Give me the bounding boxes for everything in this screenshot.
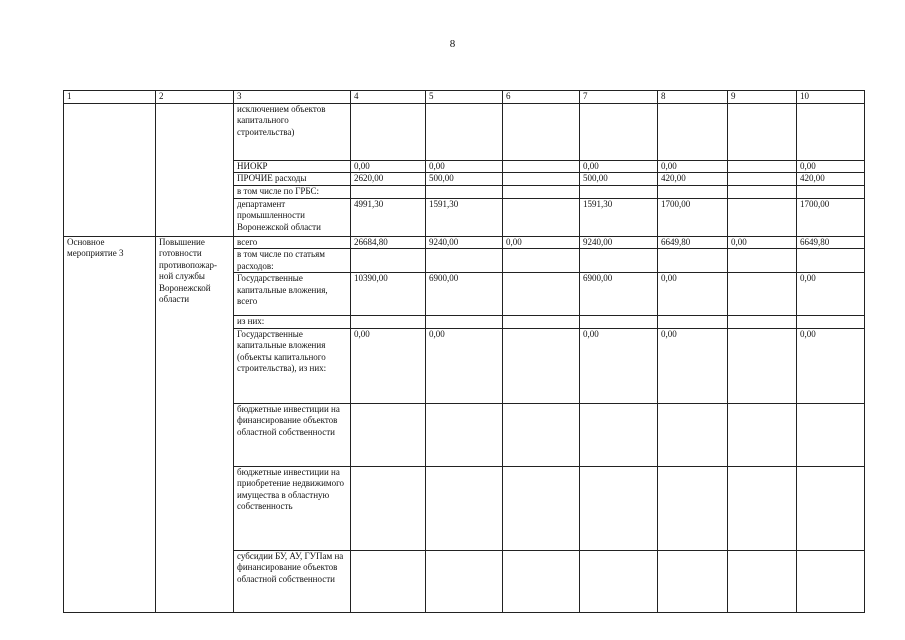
row-label-cell: Государственные капитальные вложения, всего (234, 273, 351, 316)
header-cell: 1 (64, 91, 156, 104)
value-cell: 6900,00 (426, 273, 503, 316)
value-cell (797, 249, 865, 273)
value-cell (580, 186, 658, 199)
value-cell (351, 249, 426, 273)
row-label-cell: из них: (234, 316, 351, 329)
value-cell: 1700,00 (797, 198, 865, 236)
value-cell (728, 466, 797, 550)
value-cell (658, 316, 728, 329)
value-cell (658, 466, 728, 550)
value-cell (503, 103, 580, 160)
value-cell (503, 328, 580, 403)
table-row (64, 236, 865, 249)
value-cell: 0,00 (797, 328, 865, 403)
header-cell: 6 (503, 91, 580, 104)
budget-table (63, 90, 865, 613)
value-cell (426, 466, 503, 550)
value-cell: 0,00 (580, 160, 658, 173)
row-label-cell: бюджетные инвестиции на приобретение недвижимого имущества в областную собственность (234, 466, 351, 550)
header-cell: 9 (728, 91, 797, 104)
value-cell (728, 273, 797, 316)
value-cell (658, 103, 728, 160)
empty-cell (156, 103, 234, 236)
table-row (64, 103, 865, 160)
value-cell (797, 316, 865, 329)
value-cell: 0,00 (503, 236, 580, 249)
row-label-cell: в том числе по ГРБС: (234, 186, 351, 199)
value-cell (351, 186, 426, 199)
value-cell (658, 403, 728, 466)
value-cell (351, 403, 426, 466)
value-cell (728, 550, 797, 612)
value-cell (503, 198, 580, 236)
header-cell: 3 (234, 91, 351, 104)
value-cell (503, 160, 580, 173)
value-cell: 1700,00 (658, 198, 728, 236)
activity-description-cell: Повышение готовности противопожар-ной службы Воронежской области (156, 236, 234, 612)
value-cell: 6649,80 (658, 236, 728, 249)
value-cell (728, 403, 797, 466)
value-cell (580, 466, 658, 550)
value-cell (503, 403, 580, 466)
value-cell (426, 550, 503, 612)
value-cell: 420,00 (797, 173, 865, 186)
header-cell: 10 (797, 91, 865, 104)
value-cell (580, 550, 658, 612)
value-cell (728, 328, 797, 403)
value-cell (426, 316, 503, 329)
value-cell: 0,00 (728, 236, 797, 249)
value-cell (503, 466, 580, 550)
value-cell: 0,00 (426, 328, 503, 403)
header-row (64, 91, 865, 104)
value-cell (658, 249, 728, 273)
row-label-cell: всего (234, 236, 351, 249)
value-cell (503, 550, 580, 612)
row-label-cell: в том числе по статьям расходов: (234, 249, 351, 273)
page-number: 8 (449, 38, 456, 50)
value-cell: 0,00 (351, 160, 426, 173)
empty-cell (64, 103, 156, 236)
header-cell: 2 (156, 91, 234, 104)
value-cell (797, 103, 865, 160)
value-cell (728, 173, 797, 186)
value-cell: 420,00 (658, 173, 728, 186)
value-cell: 0,00 (658, 328, 728, 403)
row-label-cell: НИОКР (234, 160, 351, 173)
value-cell: 6900,00 (580, 273, 658, 316)
value-cell (658, 550, 728, 612)
value-cell (580, 316, 658, 329)
value-cell (351, 316, 426, 329)
value-cell (728, 316, 797, 329)
value-cell (797, 550, 865, 612)
value-cell (580, 103, 658, 160)
value-cell (658, 186, 728, 199)
value-cell (580, 403, 658, 466)
value-cell: 500,00 (580, 173, 658, 186)
value-cell: 0,00 (797, 160, 865, 173)
value-cell (503, 186, 580, 199)
value-cell (351, 466, 426, 550)
value-cell (580, 249, 658, 273)
value-cell (728, 249, 797, 273)
value-cell (728, 103, 797, 160)
header-cell: 5 (426, 91, 503, 104)
value-cell (351, 103, 426, 160)
value-cell: 10390,00 (351, 273, 426, 316)
row-label-cell: субсидии БУ, АУ, ГУПам на финансирование объектов областной собственности (234, 550, 351, 612)
value-cell: 2620,00 (351, 173, 426, 186)
value-cell: 0,00 (426, 160, 503, 173)
value-cell (503, 249, 580, 273)
value-cell: 0,00 (580, 328, 658, 403)
value-cell: 4991,30 (351, 198, 426, 236)
value-cell (426, 103, 503, 160)
header-cell: 8 (658, 91, 728, 104)
row-label-cell: департамент промышленности Воронежской области (234, 198, 351, 236)
row-label-cell: исключением объектов капитального строительства) (234, 103, 351, 160)
value-cell: 1591,30 (580, 198, 658, 236)
value-cell (728, 198, 797, 236)
value-cell (503, 316, 580, 329)
value-cell (728, 186, 797, 199)
activity-name-cell: Основное мероприятие 3 (64, 236, 156, 612)
value-cell: 6649,80 (797, 236, 865, 249)
value-cell (426, 249, 503, 273)
value-cell (797, 403, 865, 466)
value-cell: 0,00 (658, 160, 728, 173)
value-cell (426, 403, 503, 466)
value-cell: 500,00 (426, 173, 503, 186)
value-cell: 0,00 (658, 273, 728, 316)
row-label-cell: бюджетные инвестиции на финансирование объектов областной собственности (234, 403, 351, 466)
value-cell: 9240,00 (580, 236, 658, 249)
value-cell (426, 186, 503, 199)
value-cell: 1591,30 (426, 198, 503, 236)
header-cell: 7 (580, 91, 658, 104)
value-cell: 9240,00 (426, 236, 503, 249)
row-label-cell: ПРОЧИЕ расходы (234, 173, 351, 186)
value-cell: 26684,80 (351, 236, 426, 249)
value-cell (797, 466, 865, 550)
value-cell (503, 273, 580, 316)
value-cell (351, 550, 426, 612)
header-cell: 4 (351, 91, 426, 104)
value-cell (797, 186, 865, 199)
value-cell: 0,00 (351, 328, 426, 403)
value-cell (503, 173, 580, 186)
value-cell (728, 160, 797, 173)
value-cell: 0,00 (797, 273, 865, 316)
row-label-cell: Государственные капитальные вложения (объекты капитального строительства), из них: (234, 328, 351, 403)
